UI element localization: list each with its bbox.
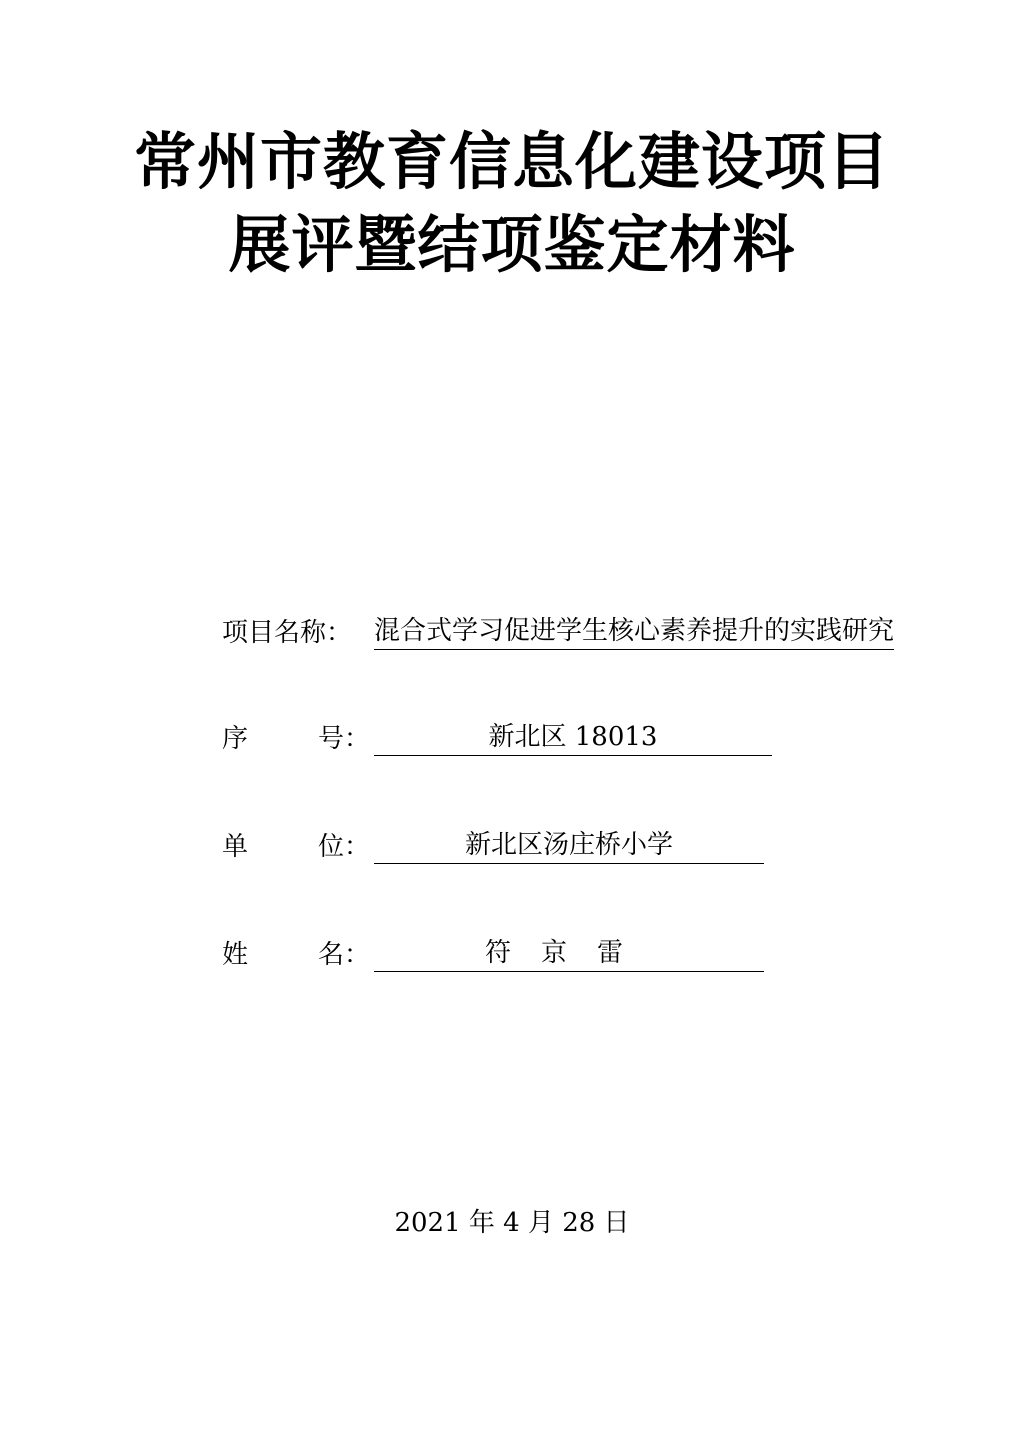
serial-number-label-char-1: 序 (222, 724, 249, 754)
serial-number-label-char-2: 号： (318, 724, 371, 754)
serial-number-label (222, 719, 374, 759)
person-name-label-char-2: 名： (318, 940, 371, 970)
serial-number-value (374, 719, 772, 756)
serial-number-text: 新北区 18013 (488, 722, 658, 752)
document-title-line-2: 展评暨结项鉴定材料 (228, 208, 796, 281)
unit-label-char-2: 位： (318, 832, 371, 862)
person-name-label (222, 935, 374, 975)
document-date: 2021 年 4 月 28 日 (394, 1208, 630, 1238)
unit-value (374, 827, 764, 864)
project-name-label: 项目名称： (222, 618, 353, 648)
person-name-text: 符京雷 (484, 938, 653, 968)
person-name-value (374, 935, 764, 972)
project-name-value (374, 613, 894, 650)
document-title-line-1: 常州市教育信息化建设项目 (133, 125, 890, 198)
unit-text: 新北区汤庄桥小学 (464, 830, 673, 860)
person-name-label-char-1: 姓 (222, 940, 249, 970)
unit-label (222, 827, 374, 867)
unit-label-char-1: 单 (222, 832, 249, 862)
project-name-text: 混合式学习促进学生核心素养提升的实践研究 (374, 616, 895, 646)
